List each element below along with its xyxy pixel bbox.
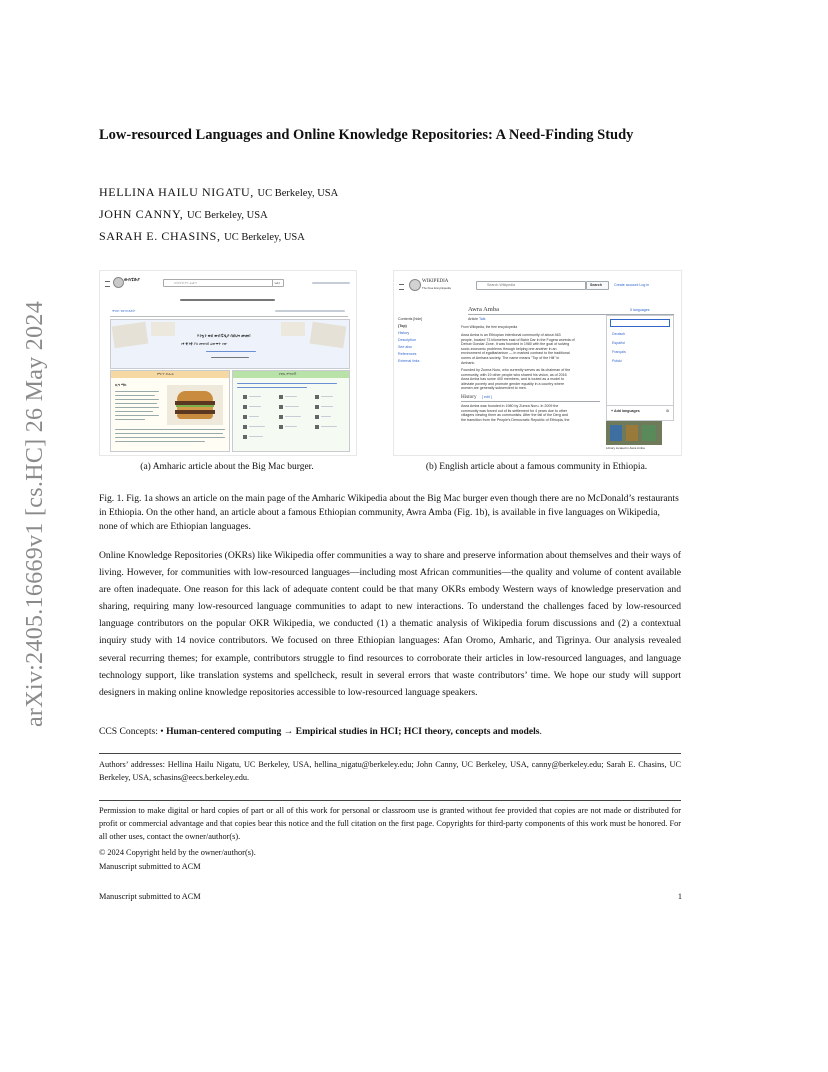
text-line [115, 433, 223, 434]
welcome-subtitle: ነፃ ቋንቋ ያለ መዝገበ ዕውቀት ነው [181, 342, 228, 346]
portal-icon[interactable] [243, 405, 247, 409]
menu-icon [105, 281, 110, 287]
author-affiliation: UC Berkeley, USA [187, 210, 268, 221]
header-links[interactable] [312, 282, 350, 284]
portal-icon[interactable] [279, 405, 283, 409]
book-illustration [281, 322, 305, 336]
divider [110, 316, 348, 317]
article-text-line: people, located 73 kilometres east of Bahir Dar in the Fogera woreda of [461, 337, 575, 342]
menu-icon [399, 284, 404, 290]
languages-button[interactable]: 5 languages [630, 308, 650, 312]
arxiv-side-banner [22, 270, 52, 758]
logo-wordmark: ውክፔድያ [124, 277, 140, 282]
copyright-notice: © 2024 Copyright held by the owner/author(s). [99, 848, 256, 857]
article-text-line: socio-economic problems through helping one another in an [461, 346, 557, 351]
bun-top [177, 391, 213, 401]
big-mac-image [167, 385, 223, 425]
featured-article-box [110, 370, 230, 452]
add-languages-label: Add languages [613, 409, 640, 413]
portal-icon[interactable] [315, 415, 319, 419]
author-affiliation: UC Berkeley, USA [257, 188, 339, 199]
author-name: HELLINA HAILU NIGATU, [99, 185, 254, 199]
wikipedia-globe-icon [113, 277, 124, 288]
text-line [115, 395, 155, 396]
welcome-banner [110, 319, 350, 369]
author-2 [99, 207, 268, 222]
from-line: From Wikipedia, the free encyclopedia [461, 325, 518, 329]
tab-article[interactable]: Article [468, 317, 478, 321]
text-line [237, 387, 307, 388]
article-text-line: villagers viewing them as communists. After the fall of the Derg and [461, 413, 568, 418]
search-placeholder: Search Wikipedia [487, 283, 515, 288]
wikipedia-wordmark: WIKIPEDIA [422, 279, 449, 284]
portal-label [285, 426, 297, 427]
portal-icon[interactable] [279, 415, 283, 419]
author-affiliation: UC Berkeley, USA [224, 232, 305, 243]
search-button[interactable] [586, 281, 609, 290]
article-text-line: environment of egalitarianism — in marked contrast to the traditional [461, 351, 570, 356]
page-actions[interactable] [275, 310, 345, 312]
library-photo [606, 421, 662, 445]
text-line [115, 391, 159, 392]
language-item[interactable]: Español [612, 341, 625, 345]
portal-label [249, 416, 259, 417]
text-line [115, 441, 205, 442]
search-button-label: Search [590, 283, 602, 288]
manuscript-note: Manuscript submitted to ACM [99, 862, 201, 871]
add-languages-button[interactable]: + Add languages [611, 409, 640, 413]
article-text-line: Awra Amba is an Ethiopian intentional community of about 463 [461, 333, 561, 337]
portal-icon[interactable] [279, 395, 283, 399]
contents-item-history[interactable]: History [398, 331, 410, 335]
article-text-line: Debub Gondar Zone. It was founded in 1980 with the goal of solving [461, 342, 570, 347]
dropdown-divider [607, 405, 673, 406]
wikipedia-tagline: The Free Encyclopedia [422, 285, 451, 290]
language-item[interactable]: Polski [612, 359, 622, 363]
article-text-line: Awra Amba was founded in 1980 by Zumra Nuru. In 2009 the [461, 404, 559, 408]
tab-talk[interactable]: ውይይት [125, 309, 136, 313]
contents-item-top[interactable]: (Top) [398, 324, 407, 328]
search-button-label: ፍለጋ [274, 280, 281, 285]
portal-label [285, 406, 299, 407]
history-heading: History [461, 394, 477, 400]
contents-item-see-also[interactable]: See also [398, 345, 412, 349]
author-3 [99, 229, 305, 244]
text-line [115, 403, 157, 404]
article-text-line: community was forced out of its settlement for 4 years due to other [461, 408, 568, 413]
portal-icon[interactable] [243, 415, 247, 419]
footnote-rule [99, 753, 681, 754]
featured-heading: ምርጥ ጽሑፍ [157, 372, 174, 377]
figure-a-caption: (a) Amharic article about the Big Mac burger. [140, 462, 314, 472]
image-caption: Library located in Awra Amba [606, 446, 645, 450]
text-line [115, 407, 159, 408]
text-line [115, 411, 153, 412]
page-number: 1 [677, 892, 682, 901]
contents-item-references[interactable]: References [398, 352, 417, 356]
wikipedia-globe-icon [409, 279, 421, 291]
site-notice [180, 299, 275, 301]
welcome-text: እንኳን ወደ ውክፔዲያ በደህና መጡ! [197, 333, 251, 338]
portal-label [249, 406, 261, 407]
tab-talk[interactable]: Talk [479, 317, 486, 321]
portal-label [249, 426, 265, 427]
search-button[interactable] [272, 279, 284, 287]
portal-grid [243, 395, 343, 447]
article-text-line: women are generally subservient to men. [461, 386, 527, 391]
portal-icon[interactable] [243, 435, 247, 439]
portal-icon[interactable] [279, 425, 283, 429]
portal-icon[interactable] [315, 395, 319, 399]
author-name: SARAH E. CHASINS, [99, 229, 221, 243]
paper-title: Low-resourced Languages and Online Knowledge Repositories: A Need-Finding Study [99, 127, 634, 143]
search-input[interactable] [476, 281, 586, 290]
article-count [211, 357, 249, 358]
history-divider [461, 401, 600, 402]
portal-label [321, 406, 333, 407]
language-item[interactable]: Deutsch [612, 332, 626, 336]
ccs-label: CCS Concepts: • [99, 726, 164, 737]
article-text-line: Amharic. [461, 360, 476, 365]
text-line [115, 437, 225, 438]
contents-item-external-links[interactable]: External links [398, 359, 420, 363]
article-text-line: Awra Amba has some 400 members, and is touted as a model to [461, 377, 565, 382]
portal-label [249, 436, 263, 437]
figure-b-english-wikipedia [393, 270, 682, 456]
language-item[interactable]: Français [612, 350, 626, 354]
welcome-links[interactable] [206, 351, 256, 352]
text-line [237, 383, 337, 384]
portal-label [249, 396, 261, 397]
portal-box [232, 370, 350, 452]
ccs-concepts-bold: Human-centered computing → Empirical studies in HCI; HCI theory, concepts and models [166, 726, 540, 737]
figure-a-amharic-wikipedia [99, 270, 357, 456]
authors-addresses: Authors’ addresses: Hellina Hailu Nigatu, UC Berkeley, USA, hellina_nigatu@berkeley.edu; John Canny, UC Berkeley, USA, canny@berkeley.edu; Sarah E. Chasins, UC Berkeley, USA, schasins@eecs.berkeley.edu. [99, 760, 681, 783]
portal-label [285, 416, 301, 417]
portal-icon[interactable] [315, 425, 319, 429]
language-dropdown [606, 315, 674, 421]
ccs-end: . [539, 726, 542, 737]
author-name: JOHN CANNY, [99, 207, 184, 221]
text-line [115, 399, 159, 400]
article-text-line: alleviate poverty and promote gender equality in a country where [461, 381, 565, 386]
contents-item-description[interactable]: Description [398, 338, 416, 342]
featured-title: ቢግ ማክ [115, 383, 127, 387]
figure-caption: Fig. 1. Fig. 1a shows an article on the main page of the Amharic Wikipedia about the Big Mac burger even though there are no McDonald’s restaurants in Ethiopia. On the other hand, an article about a famous Ethiopian community, Awra Amba (Fig. 1b), is available in five languages on Wikipedia, none of which are Ethiopian languages. [99, 493, 679, 533]
bun-bottom [177, 414, 213, 419]
portal-heading: የዊኪ ምድቦች [279, 372, 297, 377]
portal-label [321, 396, 333, 397]
book-illustration [112, 322, 149, 349]
account-links[interactable]: Create account Log in [614, 282, 650, 287]
ccs-concepts [99, 726, 681, 737]
portal-icon[interactable] [243, 395, 247, 399]
article-text-line: norms of Amhara society. The name means "Top of the Hill" in [461, 356, 560, 360]
text-line [115, 419, 145, 420]
bookshelf [610, 425, 622, 441]
figure-b-caption: (b) English article about a famous community in Ethiopia. [425, 462, 648, 472]
history-edit-link[interactable]: [ edit ] [482, 395, 492, 399]
text-line [115, 415, 159, 416]
article-text-line: Founded by Zumra Nuru, who currently serves as its chairman of the [461, 368, 571, 372]
portal-label [321, 426, 337, 427]
portal-icon[interactable] [243, 425, 247, 429]
permission-rule [99, 800, 681, 801]
bookshelf [642, 425, 656, 441]
abstract: Online Knowledge Repositories (OKRs) like Wikipedia offer communities a way to share and preserve information about themselves and their ways of living. However, for communities with low-resourced languages—including most African communities—the quality and volume of content available are often inadequate. One reason for this lack of adequate content could be that many OKRs embody Western ways of knowledge preservation and sharing, requiring many low-resourced language communities to adapt to new interactions. To understand the challenges faced by low-resourced language contributors on the popular OKR Wikipedia, we conducted (1) a thematic analysis of Wikipedia forum discussions and (2) a contextual inquiry study with 14 novice contributors. We focused on three Ethiopian languages: Afan Oromo, Amharic, and Tigrinya. Our analysis revealed several recurring themes; for example, contributors struggle to find resources to corroborate their articles in low-resourced languages, and language technology support, like translation systems and spellcheck, result in several errors that waste contributors’ time. We hope our study will support designers in making online knowledge repositories accessible to low-resourced language speakers. [99, 550, 681, 698]
article-text-line: the transition from the People's Democratic Republic of Ethiopia, the [461, 417, 570, 422]
text-line [115, 429, 225, 430]
portal-label [321, 416, 331, 417]
search-placeholder: ውክፔድያን ፈልግ [174, 280, 197, 285]
contents-heading: Contents [hide] [398, 317, 423, 321]
permission-notice: Permission to make digital or hard copies of part or all of this work for personal or classroom use is granted without fee provided that copies are not made or distributed for profit or commercial advantage and that copies bear this notice and the full citation on the first page. Copyrights for third-party components of this work must be honored. For all other uses, contact the owner/author(s). [99, 806, 681, 842]
search-input[interactable] [163, 279, 273, 287]
book-illustration [151, 322, 175, 336]
settings-icon[interactable]: ⚙ [666, 409, 670, 413]
bookshelf [626, 425, 638, 441]
language-search-input[interactable] [610, 319, 670, 327]
book-illustration [310, 322, 347, 349]
article-text-line: community, with 19 other people who shared his vision, as of 2016 [461, 372, 567, 377]
article-title: Awra Amba [468, 306, 499, 313]
tab-main-page[interactable]: ዋናው ገጽ [112, 309, 125, 313]
author-1 [99, 185, 338, 200]
portal-icon[interactable] [315, 405, 319, 409]
arxiv-identifier: arXiv:2405.16669v1 [cs.HC] 26 May 2024 [22, 300, 48, 728]
portal-label [285, 396, 297, 397]
footer-manuscript: Manuscript submitted to ACM [99, 892, 201, 901]
